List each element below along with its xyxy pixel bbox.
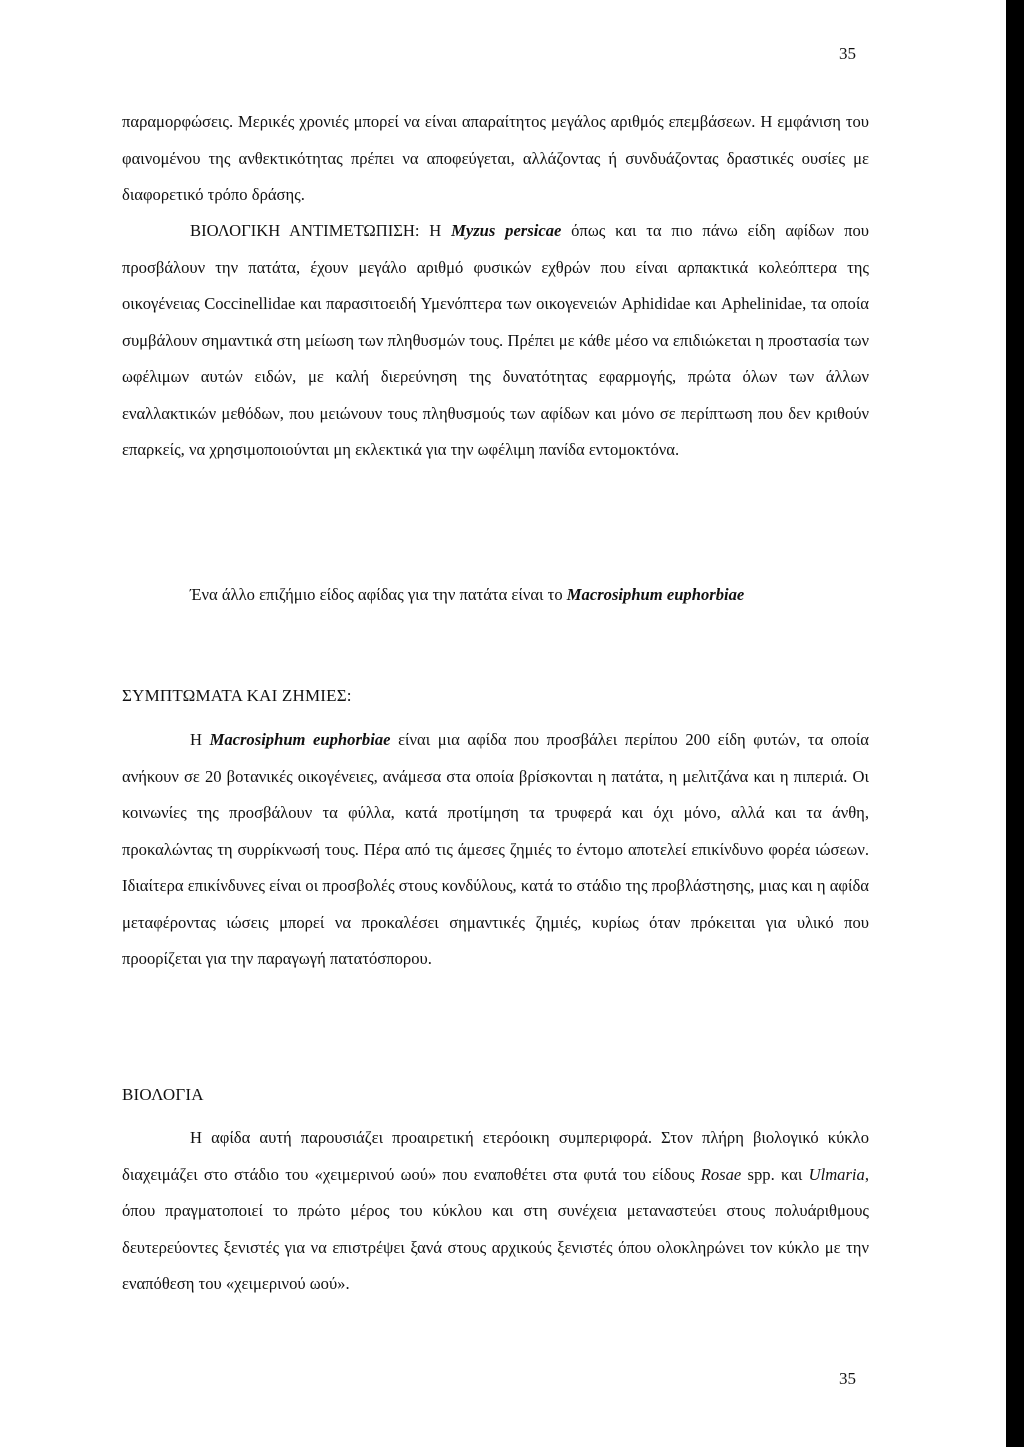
page-number-top: 35 — [839, 44, 856, 63]
heading-symptoms: ΣΥΜΠΤΩΜΑΤΑ ΚΑΙ ΖΗΜΙΕΣ: — [122, 686, 352, 705]
symptoms-lead: Η — [190, 730, 210, 749]
biological-control-text: όπως και τα πιο πάνω είδη αφίδων που προσβάλουν την πατάτα, έχουν μεγάλο αριθμό φυσικών εχθρών που είναι αρπακτικά κολεόπτερα της οικογένειας Coccinellidae και παρασιτοειδή Υμενόπτερα των οικογενειών Aphididae και Aphelinidae, τα οποία συμβάλουν σημαντικά στη μείωση των πληθυσμών τους. Πρέπει με κάθε μέσο να επιδιώκεται η προστασία των ωφέλιμων αυτών ειδών, με καλή διερεύνηση της δυνατότητας εφαρμογής, πρώτα όλων των άλλων εναλλακτικών μεθόδων, που μειώνουν τους πληθυσμούς των αφίδων και μόνο σε περίπτωση που δεν κριθούν επαρκείς, να χρησιμοποιούνται μη εκλεκτικά για την ωφέλιμη πανίδα εντομοκτόνα. — [122, 221, 869, 459]
biological-control-lead: ΒΙΟΛΟΓΙΚΗ ΑΝΤΙΜΕΤΩΠΙΣΗ: Η — [190, 221, 452, 240]
symptoms-text: είναι μια αφίδα που προσβάλει περίπου 200 είδη φυτών, τα οποία ανήκουν σε 20 βοτανικές οικογένειες, ανάμεσα στα οποία βρίσκονται η πατάτα, η μελιτζάνα και η πιπεριά. Οι κοινωνίες της προσβάλουν τα φύλλα, κατά προτίμηση τα τρυφερά και όχι μόνο, αλλά και τα άνθη, προκαλώντας τη συρρίκνωσή τους. Πέρα από τις άμεσες ζημιές το έντομο αποτελεί επικίνδυνο φορέα ιώσεων. Ιδιαίτερα επικίνδυνες είναι οι προσβολές στους κονδύλους, κατά το στάδιο της προβλάστησης, μιας και η αφίδα μεταφέροντας ιώσεις μπορεί να προκαλέσει σημαντικές ζημιές, κυρίως όταν πρόκειται για υλικό που προορίζεται για την παραγωγή πατατόσπορου. — [122, 730, 869, 968]
paragraph-biology — [122, 1120, 869, 1303]
biology-text-a: Η αφίδα αυτή παρουσιάζει προαιρετική ετερόοικη συμπεριφορά. Στον πλήρη βιολογικό κύκλο διαχειμάζει στο στάδιο του «χειμερινού ωού» που εναποθέτει στα φυτά του είδους — [122, 1128, 869, 1184]
biology-text-c: , όπου πραγματοποιεί το πρώτο μέρος του κύκλου και στη συνέχεια μεταναστεύει στους πολυάριθμους δευτερεύοντες ξενιστές για να επιστρέψει ξανά στους αρχικούς ξενιστές όπου ολοκληρώνει τον κύκλο με την εναπόθεση του «χειμερινού ωού». — [122, 1164, 869, 1293]
genus-ulmaria: Ulmaria — [808, 1164, 865, 1184]
species-myzus-persicae: Myzus persicae — [451, 221, 562, 240]
biology-text-b: spp. και — [741, 1164, 809, 1184]
macrosiphum-intro-text: Ένα άλλο επιζήμιο είδος αφίδας για την πατάτα είναι το — [190, 585, 567, 604]
species-macrosiphum-euphorbiae: Macrosiphum euphorbiae — [566, 585, 745, 604]
heading-biology: ΒΙΟΛΟΓΙΑ — [122, 1085, 204, 1104]
page-number-bottom: 35 — [839, 1369, 856, 1388]
genus-rosae: Rosae — [700, 1164, 742, 1184]
species-macrosiphum-euphorbiae-2: Macrosiphum euphorbiae — [209, 730, 391, 749]
paragraph-macrosiphum-intro — [122, 577, 869, 614]
paragraph-resistance-text: παραμορφώσεις. Μερικές χρονιές μπορεί να είναι απαραίτητος μεγάλος αριθμός επεμβάσεων. Η εμφάνιση του φαινομένου της ανθεκτικότητας πρέπει να αποφεύγεται, αλλάζοντας ή συνδυάζοντας δραστικές ουσίες με διαφορετικό τρόπο δράσης. — [122, 112, 869, 204]
paragraph-symptoms — [122, 722, 869, 978]
paragraph-biological-control — [122, 213, 869, 469]
paragraph-resistance — [122, 104, 869, 214]
